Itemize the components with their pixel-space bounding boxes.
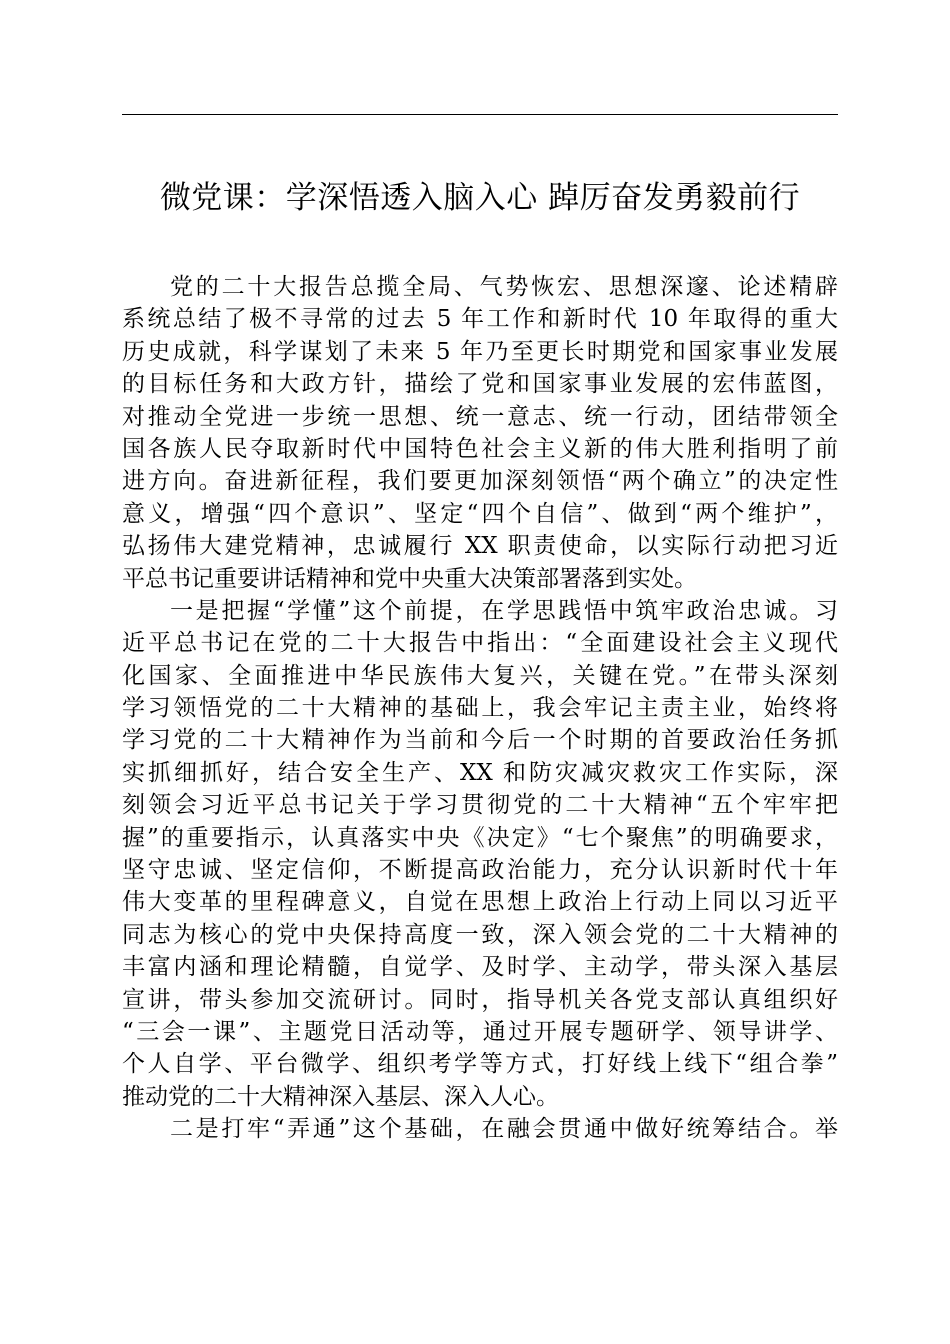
text-line: 国各族人民夺取新时代中国特色社会主义新的伟大胜利指明了前	[122, 435, 838, 462]
paragraph-point-two	[122, 1113, 838, 1145]
text-line: 系统总结了极不寻常的过去 5 年工作和新时代 10 年取得的重大	[122, 306, 838, 333]
text-line: 进方向。奋进新征程，我们要更加深刻领悟“两个确立”的决定性	[122, 468, 838, 495]
text-line: 刻领会习近平总书记关于学习贯彻党的二十大精神“五个牢牢把	[122, 792, 838, 819]
document-body	[122, 271, 838, 1146]
text-line: 推动党的二十大精神深入基层、深入人心。	[122, 1083, 559, 1110]
text-line: 二是打牢“弄通”这个基础，在融会贯通中做好统筹结合。举	[170, 1116, 838, 1143]
text-line: 一是把握“学懂”这个前提，在学思践悟中筑牢政治忠诚。习	[170, 597, 838, 624]
text-line: 学习领悟党的二十大精神的基础上，我会牢记主责主业，始终将	[122, 695, 838, 722]
text-line: 党的二十大报告总揽全局、气势恢宏、思想深邃、论述精辟	[170, 274, 838, 300]
text-line: 的目标任务和大政方针，描绘了党和国家事业发展的宏伟蓝图，	[122, 371, 838, 398]
document-title: 微党课：学深悟透入脑入心 踔厉奋发勇毅前行	[159, 180, 801, 216]
text-line: 同志为核心的党中央保持高度一致，深入领会党的二十大精神的	[122, 921, 838, 948]
text-line: 平总书记重要讲话精神和党中央重大决策部署落到实处。	[122, 565, 697, 592]
text-line: 学习党的二十大精神作为当前和今后一个时期的首要政治任务抓	[122, 727, 838, 754]
text-line: 弘扬伟大建党精神，忠诚履行 XX 职责使命，以实际行动把习近	[122, 533, 838, 560]
text-line: 意义，增强“四个意识”、坚定“四个自信”、做到“两个维护”，	[122, 500, 838, 527]
text-line: 握”的重要指示，认真落实中央《决定》“七个聚焦”的明确要求，	[122, 824, 838, 851]
text-line: 个人自学、平台微学、组织考学等方式，打好线上线下“组合拳”	[122, 1051, 838, 1078]
text-line: 实抓细抓好，结合安全生产、XX 和防灾减灾救灾工作实际，深	[122, 759, 838, 786]
text-line: 坚守忠诚、坚定信仰，不断提高政治能力，充分认识新时代十年	[122, 857, 838, 884]
text-line: 化国家、全面推进中华民族伟大复兴，关键在党。”在带头深刻	[122, 662, 838, 689]
paragraph-intro	[122, 271, 838, 595]
text-line: 对推动全党进一步统一思想、统一意志、统一行动，团结带领全	[122, 403, 838, 430]
text-line: “三会一课”、主题党日活动等，通过开展专题研学、领导讲学、	[122, 1018, 838, 1045]
text-line: 近平总书记在党的二十大报告中指出：“全面建设社会主义现代	[122, 630, 838, 657]
text-line: 历史成就，科学谋划了未来 5 年乃至更长时期党和国家事业发展	[122, 338, 838, 365]
text-line: 宣讲，带头参加交流研讨。同时，指导机关各党支部认真组织好	[122, 986, 838, 1013]
text-line: 伟大变革的里程碑意义，自觉在思想上政治上行动上同以习近平	[122, 889, 838, 916]
header-rule	[122, 114, 838, 115]
text-line: 丰富内涵和理论精髓，自觉学、及时学、主动学，带头深入基层	[122, 954, 838, 981]
paragraph-point-one	[122, 595, 838, 1113]
